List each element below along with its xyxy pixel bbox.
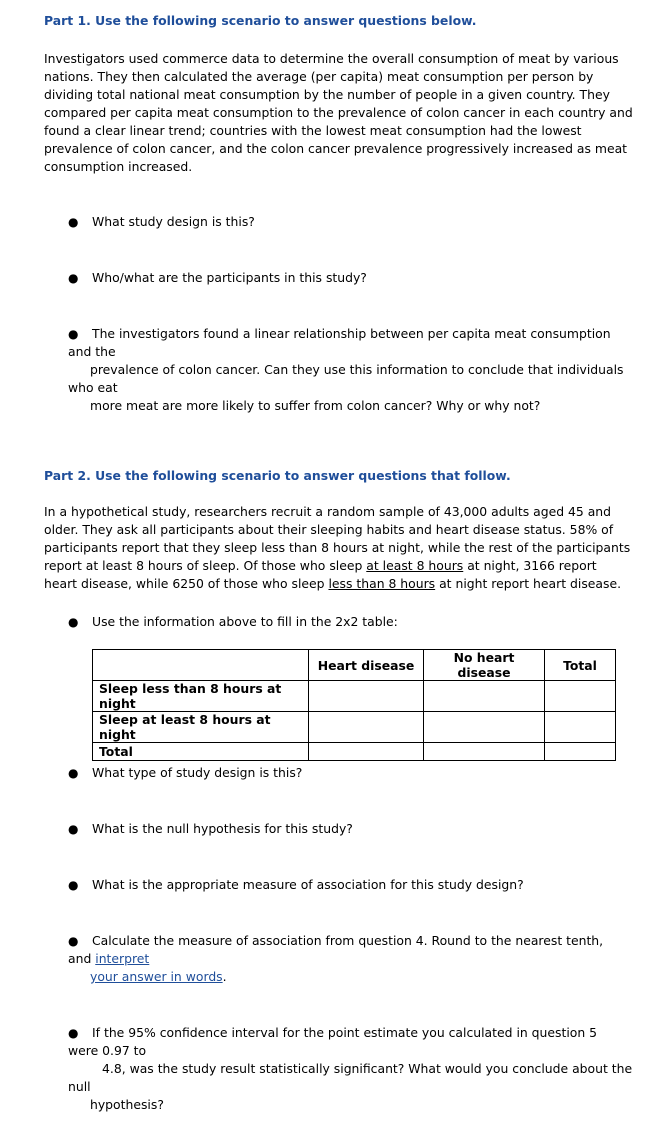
bullet-icon: ● — [68, 327, 79, 341]
part2-question-5-line2 — [68, 950, 149, 968]
scenario-line: consumption increased. — [44, 159, 193, 174]
scenario-line: found a clear linear trend; countries with the lowest meat consumption had the lowest — [44, 123, 582, 138]
part2-scenario-line5 — [44, 575, 621, 593]
answer-in-words-link[interactable]: your answer in words — [90, 969, 223, 984]
bullet-icon: ● — [68, 215, 79, 229]
scenario-line: dividing total national meat consumption by the number of people in a given country. They — [44, 87, 610, 102]
part2-question-1: Use the information above to fill in the 2x2 table: — [92, 614, 398, 629]
bullet-icon: ● — [68, 1026, 79, 1040]
scenario-text: report at least 8 hours of sleep. Of those who sleep — [44, 558, 363, 573]
part1-question-1: What study design is this? — [92, 214, 255, 229]
table-row — [93, 743, 616, 761]
scenario-line: prevalence of colon cancer, and the colon cancer prevalence progressively increased as meat — [44, 141, 628, 156]
part2-question-4: What is the appropriate measure of association for this study design? — [92, 877, 524, 892]
scenario-line: compared per capita meat consumption to the prevalence of colon cancer in each country and — [44, 105, 633, 120]
table-cell[interactable] — [309, 681, 424, 712]
col-header-heart-disease: Heart disease — [309, 650, 424, 681]
table-header-row — [93, 650, 616, 681]
underlined-text: at least 8 hours — [366, 558, 464, 573]
part2-scenario-line1: In a hypothetical study, researchers recruit a random sample of 43,000 adults aged 45 and — [44, 504, 612, 519]
bullet-icon: ● — [68, 822, 79, 836]
scenario-text: at night report heart disease. — [435, 576, 622, 591]
row-header-sleep-at-least: Sleep at least 8 hours at night — [93, 712, 309, 743]
part2-question-6-line2: were 0.97 to — [68, 1043, 147, 1058]
table-cell[interactable] — [545, 712, 616, 743]
col-header-no-heart-disease: No heart disease — [424, 650, 545, 681]
scenario-text: at night, 3166 report — [463, 558, 597, 573]
bullet-icon: ● — [68, 766, 79, 780]
part2-question-2: What type of study design is this? — [92, 765, 303, 780]
two-by-two-table — [92, 649, 616, 761]
bullet-icon: ● — [68, 615, 79, 629]
table-cell[interactable] — [545, 743, 616, 761]
part2-heading: Part 2. Use the following scenario to answer questions that follow. — [44, 468, 511, 483]
part2-question-5-line1: Calculate the measure of association from question 4. Round to the nearest tenth, — [92, 933, 604, 948]
part1-question-2: Who/what are the participants in this study? — [92, 270, 367, 285]
part2-scenario-line4 — [44, 557, 597, 575]
part2-scenario-line3: participants report that they sleep less than 8 hours at night, while the rest of the participants — [44, 540, 631, 555]
part1-question-3-line2: and the — [68, 344, 116, 359]
table-cell[interactable] — [309, 712, 424, 743]
underlined-text: less than 8 hours — [328, 576, 436, 591]
part2-question-6-line4: null — [68, 1079, 91, 1094]
table-cell[interactable] — [424, 712, 545, 743]
row-header-sleep-less: Sleep less than 8 hours at night — [93, 681, 309, 712]
table-row — [93, 712, 616, 743]
col-header-total: Total — [545, 650, 616, 681]
part1-scenario — [44, 50, 634, 176]
bullet-icon: ● — [68, 934, 79, 948]
part1-question-3-line5: more meat are more likely to suffer from colon cancer? Why or why not? — [90, 398, 541, 413]
part1-question-3-line1: The investigators found a linear relationship between per capita meat consumption — [92, 326, 611, 341]
scenario-line: nations. They then calculated the average (per capita) meat consumption per person by — [44, 69, 594, 84]
table-cell[interactable] — [309, 743, 424, 761]
part2-question-3: What is the null hypothesis for this study? — [92, 821, 353, 836]
scenario-text: heart disease, while 6250 of those who sleep — [44, 576, 325, 591]
table-cell[interactable] — [424, 743, 545, 761]
table-corner-cell — [93, 650, 309, 681]
table-cell[interactable] — [545, 681, 616, 712]
part2-question-6-line1: If the 95% confidence interval for the point estimate you calculated in question 5 — [92, 1025, 598, 1040]
table-cell[interactable] — [424, 681, 545, 712]
row-header-total: Total — [93, 743, 309, 761]
part2-question-6-line5: hypothesis? — [90, 1097, 164, 1112]
part2-scenario-line2: older. They ask all participants about their sleeping habits and heart disease status. 58% of — [44, 522, 614, 537]
part2-question-5-line3 — [90, 968, 227, 986]
part1-question-3-line3: prevalence of colon cancer. Can they use this information to conclude that individuals — [90, 362, 624, 377]
table-row — [93, 681, 616, 712]
scenario-line: Investigators used commerce data to determine the overall consumption of meat by various — [44, 51, 619, 66]
question-text: and — [68, 951, 96, 966]
bullet-icon: ● — [68, 271, 79, 285]
question-text: . — [222, 969, 227, 984]
interpret-link[interactable]: interpret — [95, 951, 150, 966]
part2-question-6-line3: 4.8, was the study result statistically significant? What would you conclude about the — [102, 1061, 633, 1076]
part1-heading: Part 1. Use the following scenario to answer questions below. — [44, 13, 477, 28]
bullet-icon: ● — [68, 878, 79, 892]
part1-question-3-line4: who eat — [68, 380, 118, 395]
